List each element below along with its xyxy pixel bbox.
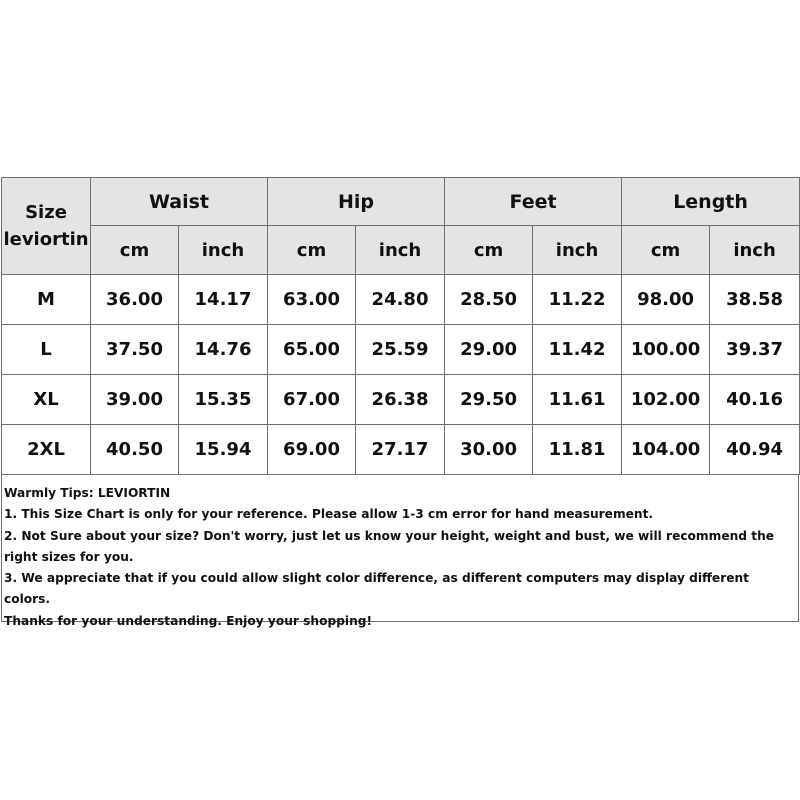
size-cell: XL	[2, 375, 91, 425]
group-header-hip: Hip	[268, 178, 445, 226]
size-header-cell	[2, 178, 91, 275]
table-row	[2, 325, 800, 375]
table-cell: 40.16	[710, 375, 800, 425]
tips-box	[1, 475, 799, 628]
table-row	[2, 275, 800, 325]
unit-header: cm	[445, 226, 533, 275]
tips-line-1: 1. This Size Chart is only for your reference. Please allow 1-3 cm error for hand measurement.	[4, 507, 654, 522]
table-row	[2, 375, 800, 425]
tips-line-2: 2. Not Sure about your size? Don't worry, just let us know your height, weight and bust, we will recommend the right sizes for you.	[4, 528, 775, 564]
group-header-feet: Feet	[445, 178, 622, 226]
table-cell: 14.17	[179, 275, 268, 325]
table-cell: 11.61	[533, 375, 622, 425]
table-cell: 102.00	[622, 375, 710, 425]
size-cell: L	[2, 325, 91, 375]
tips-closing: Thanks for your understanding. Enjoy your shopping!	[4, 613, 373, 628]
table-cell: 15.94	[179, 425, 268, 475]
size-cell: M	[2, 275, 91, 325]
table-cell: 30.00	[445, 425, 533, 475]
unit-header: cm	[268, 226, 356, 275]
table-cell: 27.17	[356, 425, 445, 475]
table-cell: 39.00	[91, 375, 179, 425]
unit-header: inch	[710, 226, 800, 275]
table-cell: 98.00	[622, 275, 710, 325]
unit-header: cm	[91, 226, 179, 275]
table-cell: 11.81	[533, 425, 622, 475]
table-cell: 26.38	[356, 375, 445, 425]
table-cell: 67.00	[268, 375, 356, 425]
table-cell: 38.58	[710, 275, 800, 325]
unit-header: inch	[533, 226, 622, 275]
unit-header: inch	[179, 226, 268, 275]
table-cell: 11.22	[533, 275, 622, 325]
size-cell: 2XL	[2, 425, 91, 475]
unit-header: inch	[356, 226, 445, 275]
group-header-waist: Waist	[91, 178, 268, 226]
table-row	[2, 425, 800, 475]
table-cell: 65.00	[268, 325, 356, 375]
tips-line-3: 3. We appreciate that if you could allow slight color difference, as different computers may display different colors.	[4, 571, 749, 607]
tips-title: Warmly Tips: LEVIORTIN	[4, 486, 171, 500]
table-cell: 11.42	[533, 325, 622, 375]
table-cell: 29.50	[445, 375, 533, 425]
table-cell: 40.94	[710, 425, 800, 475]
table-cell: 69.00	[268, 425, 356, 475]
table-cell: 36.00	[91, 275, 179, 325]
table-cell: 24.80	[356, 275, 445, 325]
table-cell: 15.35	[179, 375, 268, 425]
size-header-line-1: Size	[25, 202, 67, 223]
table-cell: 63.00	[268, 275, 356, 325]
table-cell: 40.50	[91, 425, 179, 475]
size-header-line-2: leviortin	[3, 229, 89, 250]
table-cell: 104.00	[622, 425, 710, 475]
size-chart	[1, 177, 799, 628]
table-cell: 29.00	[445, 325, 533, 375]
unit-header: cm	[622, 226, 710, 275]
table-cell: 37.50	[91, 325, 179, 375]
table-cell: 14.76	[179, 325, 268, 375]
table-cell: 25.59	[356, 325, 445, 375]
size-table	[1, 177, 800, 475]
table-cell: 100.00	[622, 325, 710, 375]
table-cell: 39.37	[710, 325, 800, 375]
group-header-length: Length	[622, 178, 800, 226]
table-cell: 28.50	[445, 275, 533, 325]
